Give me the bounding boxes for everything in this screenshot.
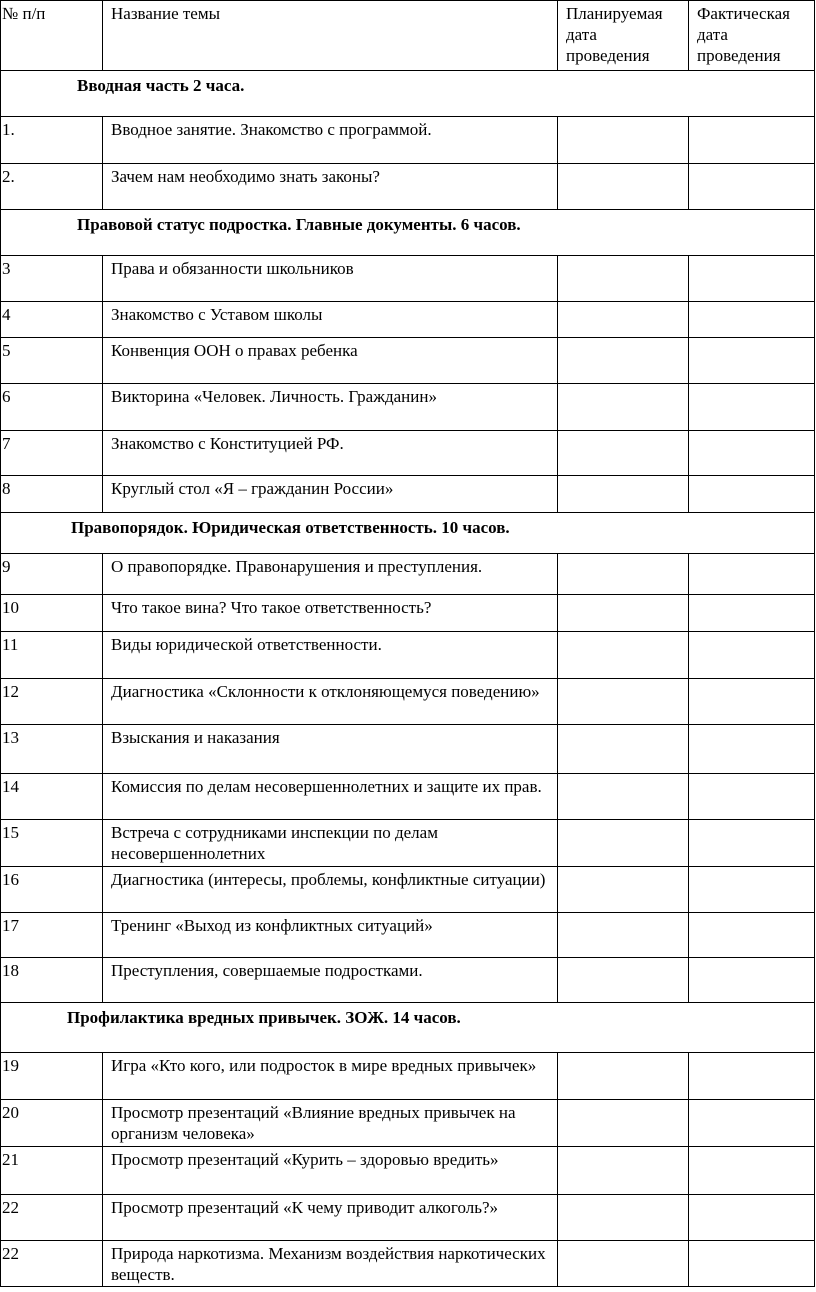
section-title: Вводная часть 2 часа. xyxy=(1,71,815,117)
section-row xyxy=(1,71,815,117)
row-topic: Виды юридической ответственности. xyxy=(103,632,558,679)
table-header-row xyxy=(1,1,815,71)
row-topic: О правопорядке. Правонарушения и преступления. xyxy=(103,554,558,595)
row-num: 16 xyxy=(1,867,103,913)
table-row xyxy=(1,958,815,1003)
row-topic: Взыскания и наказания xyxy=(103,725,558,774)
row-topic: Преступления, совершаемые подростками. xyxy=(103,958,558,1003)
row-num: 13 xyxy=(1,725,103,774)
row-planned-date xyxy=(558,958,689,1003)
row-num: 9 xyxy=(1,554,103,595)
row-num: 19 xyxy=(1,1053,103,1100)
row-num: 8 xyxy=(1,476,103,513)
row-actual-date xyxy=(689,595,815,632)
row-planned-date xyxy=(558,632,689,679)
section-row xyxy=(1,513,815,554)
header-name: Название темы xyxy=(103,1,558,71)
table-row xyxy=(1,632,815,679)
row-actual-date xyxy=(689,679,815,725)
row-topic: Круглый стол «Я – гражданин России» xyxy=(103,476,558,513)
row-planned-date xyxy=(558,431,689,476)
row-topic: Природа наркотизма. Механизм воздействия наркотических веществ. xyxy=(103,1241,558,1287)
header-num: № п/п xyxy=(1,1,103,71)
row-topic: Викторина «Человек. Личность. Гражданин» xyxy=(103,384,558,431)
row-planned-date xyxy=(558,117,689,164)
row-planned-date xyxy=(558,1100,689,1147)
table-row xyxy=(1,431,815,476)
row-actual-date xyxy=(689,1241,815,1287)
section-row xyxy=(1,1003,815,1053)
row-planned-date xyxy=(558,256,689,302)
table-row xyxy=(1,164,815,210)
row-topic: Конвенция ООН о правах ребенка xyxy=(103,338,558,384)
row-topic: Что такое вина? Что такое ответственность? xyxy=(103,595,558,632)
row-topic: Диагностика «Склонности к отклоняющемуся поведению» xyxy=(103,679,558,725)
row-num: 15 xyxy=(1,820,103,867)
row-planned-date xyxy=(558,554,689,595)
header-actual-date: Фактическая дата проведения xyxy=(689,1,815,71)
row-num: 20 xyxy=(1,1100,103,1147)
row-topic: Зачем нам необходимо знать законы? xyxy=(103,164,558,210)
row-actual-date xyxy=(689,554,815,595)
row-topic: Просмотр презентаций «К чему приводит алкоголь?» xyxy=(103,1195,558,1241)
row-topic: Знакомство с Уставом школы xyxy=(103,302,558,338)
table-row xyxy=(1,302,815,338)
row-topic: Права и обязанности школьников xyxy=(103,256,558,302)
section-title: Правопорядок. Юридическая ответственность. 10 часов. xyxy=(1,513,815,554)
table-row xyxy=(1,554,815,595)
row-planned-date xyxy=(558,774,689,820)
row-num: 14 xyxy=(1,774,103,820)
row-num: 11 xyxy=(1,632,103,679)
row-actual-date xyxy=(689,384,815,431)
row-actual-date xyxy=(689,117,815,164)
table-row xyxy=(1,774,815,820)
row-planned-date xyxy=(558,302,689,338)
row-planned-date xyxy=(558,476,689,513)
row-topic: Просмотр презентаций «Курить – здоровью вредить» xyxy=(103,1147,558,1195)
row-num: 5 xyxy=(1,338,103,384)
row-planned-date xyxy=(558,1147,689,1195)
table-row xyxy=(1,256,815,302)
section-title: Правовой статус подростка. Главные документы. 6 часов. xyxy=(1,210,815,256)
row-actual-date xyxy=(689,820,815,867)
row-topic: Игра «Кто кого, или подросток в мире вредных привычек» xyxy=(103,1053,558,1100)
table-row xyxy=(1,725,815,774)
table-row xyxy=(1,867,815,913)
row-num: 3 xyxy=(1,256,103,302)
table-row xyxy=(1,476,815,513)
table-row xyxy=(1,1195,815,1241)
row-planned-date xyxy=(558,1195,689,1241)
row-actual-date xyxy=(689,1147,815,1195)
row-topic: Встреча с сотрудниками инспекции по делам несовершеннолетних xyxy=(103,820,558,867)
row-actual-date xyxy=(689,476,815,513)
row-planned-date xyxy=(558,1053,689,1100)
row-num: 1. xyxy=(1,117,103,164)
row-topic: Просмотр презентаций «Влияние вредных привычек на организм человека» xyxy=(103,1100,558,1147)
row-actual-date xyxy=(689,1100,815,1147)
row-topic: Диагностика (интересы, проблемы, конфликтные ситуации) xyxy=(103,867,558,913)
table-row xyxy=(1,679,815,725)
row-topic: Комиссия по делам несовершеннолетних и защите их прав. xyxy=(103,774,558,820)
row-planned-date xyxy=(558,164,689,210)
row-num: 6 xyxy=(1,384,103,431)
row-num: 4 xyxy=(1,302,103,338)
table-row xyxy=(1,117,815,164)
table-row xyxy=(1,820,815,867)
row-num: 21 xyxy=(1,1147,103,1195)
header-planned-date: Планируемая дата проведения xyxy=(558,1,689,71)
row-num: 7 xyxy=(1,431,103,476)
row-planned-date xyxy=(558,384,689,431)
row-num: 18 xyxy=(1,958,103,1003)
row-actual-date xyxy=(689,913,815,958)
row-num: 22 xyxy=(1,1241,103,1287)
row-actual-date xyxy=(689,632,815,679)
row-actual-date xyxy=(689,725,815,774)
row-num: 22 xyxy=(1,1195,103,1241)
row-actual-date xyxy=(689,302,815,338)
row-actual-date xyxy=(689,1053,815,1100)
row-planned-date xyxy=(558,679,689,725)
row-planned-date xyxy=(558,1241,689,1287)
row-num: 2. xyxy=(1,164,103,210)
row-planned-date xyxy=(558,725,689,774)
row-planned-date xyxy=(558,820,689,867)
row-actual-date xyxy=(689,774,815,820)
section-row xyxy=(1,210,815,256)
table-row xyxy=(1,1053,815,1100)
table-row xyxy=(1,384,815,431)
row-actual-date xyxy=(689,867,815,913)
row-topic: Тренинг «Выход из конфликтных ситуаций» xyxy=(103,913,558,958)
row-planned-date xyxy=(558,867,689,913)
row-topic: Вводное занятие. Знакомство с программой. xyxy=(103,117,558,164)
row-topic: Знакомство с Конституцией РФ. xyxy=(103,431,558,476)
row-actual-date xyxy=(689,256,815,302)
row-actual-date xyxy=(689,338,815,384)
row-planned-date xyxy=(558,595,689,632)
section-title: Профилактика вредных привычек. ЗОЖ. 14 часов. xyxy=(1,1003,815,1053)
row-actual-date xyxy=(689,1195,815,1241)
row-num: 17 xyxy=(1,913,103,958)
table-row xyxy=(1,1147,815,1195)
row-actual-date xyxy=(689,164,815,210)
row-num: 12 xyxy=(1,679,103,725)
row-actual-date xyxy=(689,431,815,476)
row-actual-date xyxy=(689,958,815,1003)
table-row xyxy=(1,1241,815,1287)
row-num: 10 xyxy=(1,595,103,632)
table-row xyxy=(1,1100,815,1147)
table-row xyxy=(1,595,815,632)
table-row xyxy=(1,913,815,958)
row-planned-date xyxy=(558,338,689,384)
table-row xyxy=(1,338,815,384)
row-planned-date xyxy=(558,913,689,958)
